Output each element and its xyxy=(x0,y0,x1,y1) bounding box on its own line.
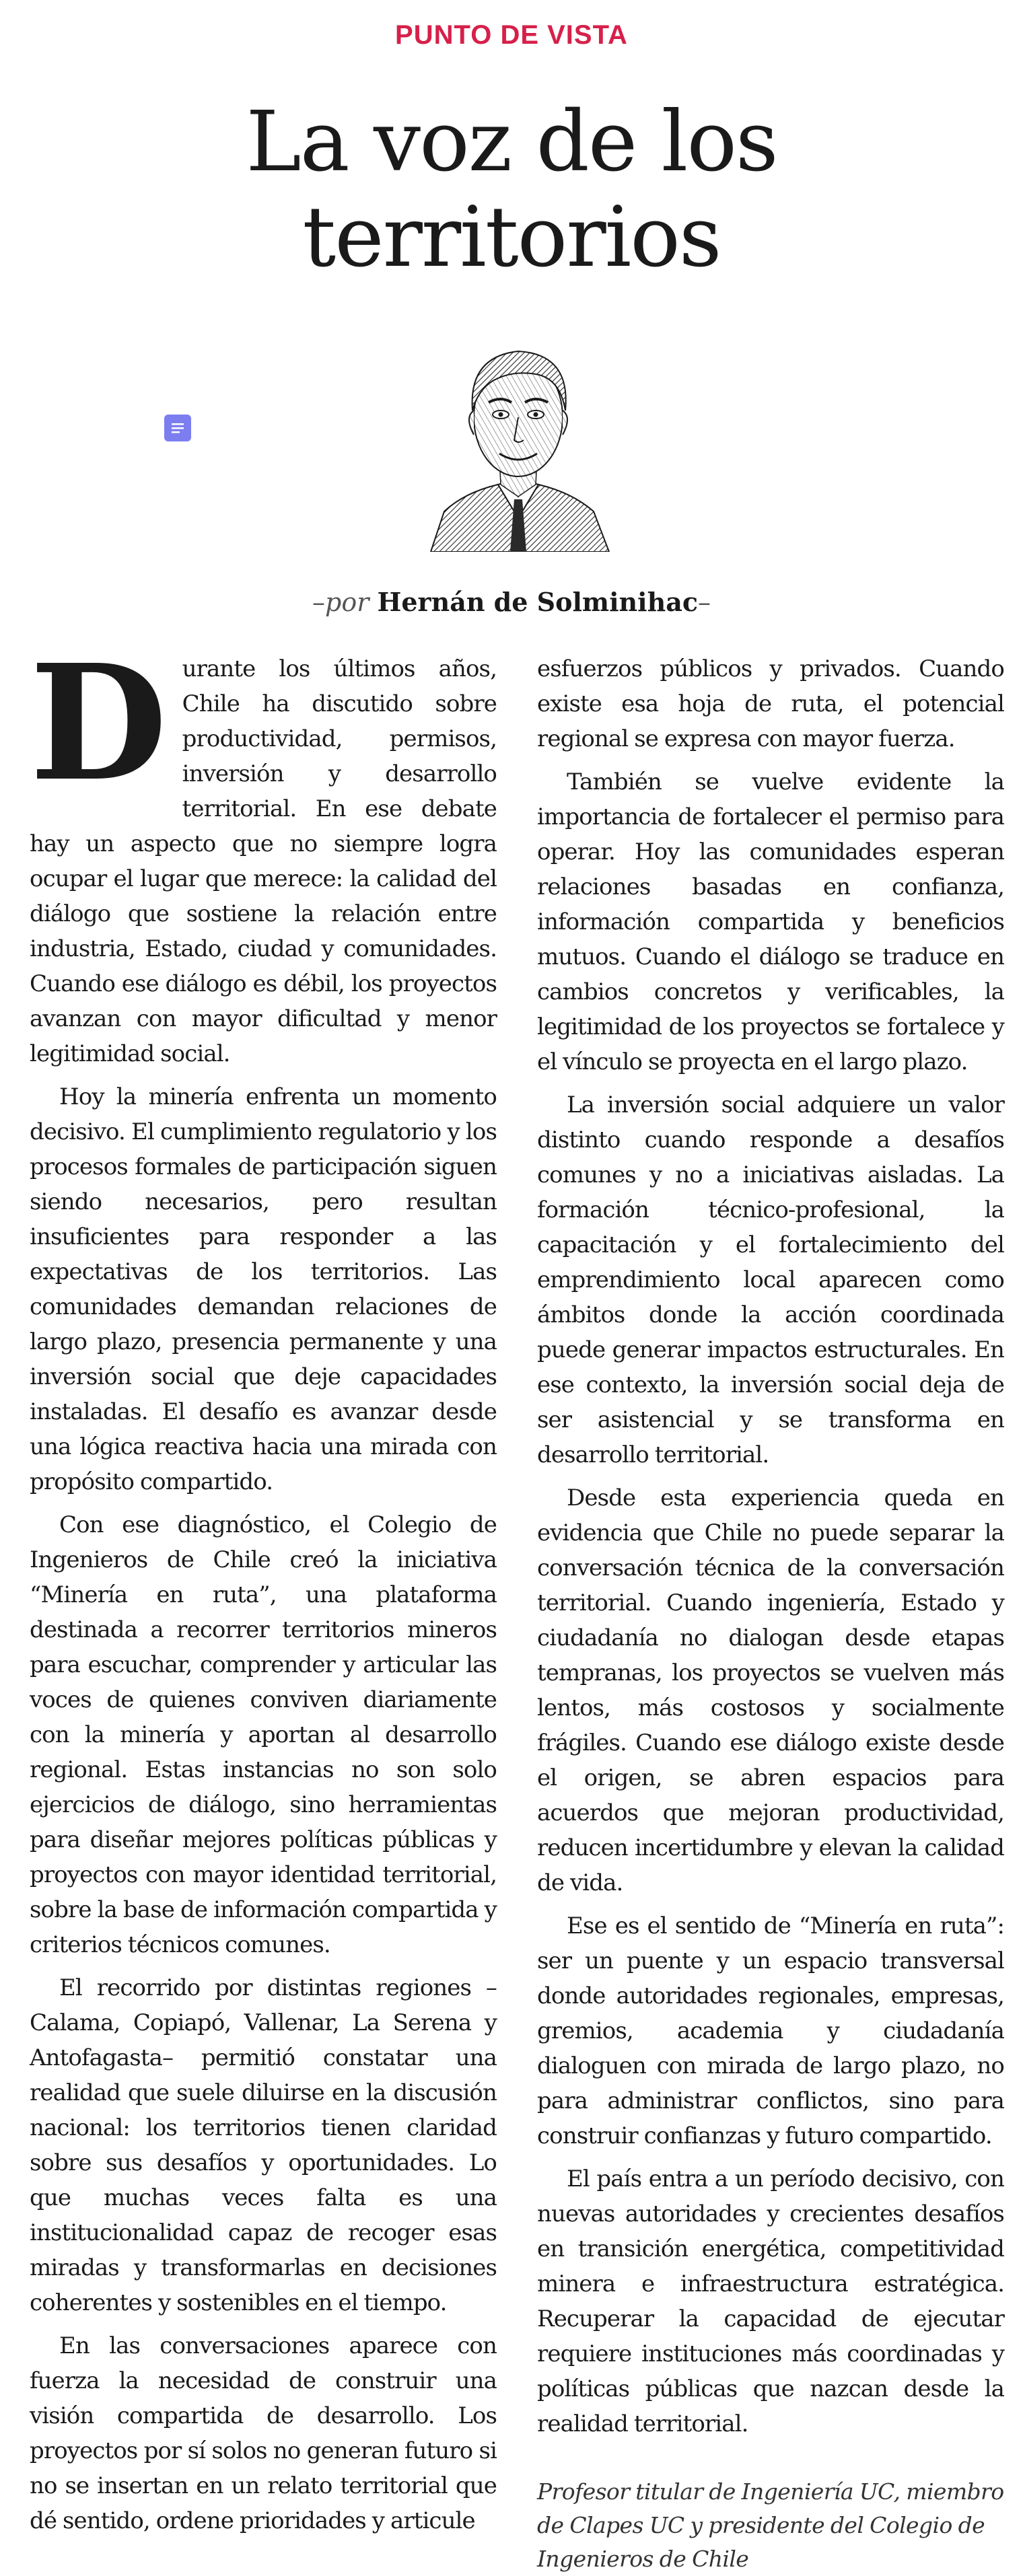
author-portrait xyxy=(417,316,619,552)
article-paragraph-4: El recorrido por distintas regiones –Calama, Copiapó, Vallenar, La Serena y Antofagasta– permitió constatar una realidad que suele diluirse en la discusión nacional: los territorios tienen claridad sobre sus desafíos y oportunidades. Lo que muchas veces falta es una institucionalidad capaz de recoger esas miradas y transformarlas en decisiones coherentes y sostenibles en el tiempo. xyxy=(30,1974,497,2316)
note-icon-glyph xyxy=(164,415,191,441)
byline xyxy=(0,587,1023,617)
headline-line-1: La voz de los xyxy=(246,94,777,190)
article-paragraph-2: Hoy la minería enfrenta un momento decisivo. El cumplimiento regulatorio y los procesos formales de participación siguen siendo necesarios, pero resultan insuficientes para responder a las expectativas de los territorios. Las comunidades demandan relaciones de largo plazo, presencia permanente y una inversión social que deje capacidades instaladas. El desafío es avanzar desde una lógica reactiva hacia una mirada con propósito compartido. xyxy=(30,1083,497,1495)
article-paragraph-5-continued: esfuerzos públicos y privados. Cuando existe esa hoja de ruta, el potencial regional se expresa con mayor fuerza. xyxy=(537,655,1004,752)
byline-author: Hernán de Solminihac xyxy=(377,587,698,617)
author-portrait-illustration xyxy=(417,316,619,552)
article-paragraph-6: También se vuelve evidente la importancia de fortalecer el permiso para operar. Hoy las comunidades esperan relaciones basadas en confianza, información compartida y beneficios mutuos. Cuando el diálogo se traduce en cambios concretos y verificables, la legitimidad de los proyectos se fortalece y el vínculo se proyecta en el largo plazo. xyxy=(537,768,1004,1075)
section-label: PUNTO DE VISTA xyxy=(395,20,628,50)
article-column-1 xyxy=(30,629,497,2576)
byline-dash-open: – xyxy=(312,587,325,617)
headline xyxy=(0,94,1023,285)
article-paragraph-10: El país entra a un período decisivo, con nuevas autoridades y crecientes desafíos en transición energética, competitividad minera e infraestructura estratégica. Recuperar la capacidad de ejecutar requiere instituciones más coordinadas y políticas públicas que nazcan desde la realidad territorial. xyxy=(537,2166,1004,2437)
article-paragraph-1-text: urante los últimos años, Chile ha discutido sobre productividad, permisos, inversión y desarrollo territorial. En ese debate hay un aspecto que no siempre logra ocupar el lugar que merece: la calidad del diálogo que sostiene la relación entre industria, Estado, ciudad y comunidades. Cuando ese diálogo es débil, los proyectos avanzan con mayor dificultad y menor legitimidad social. xyxy=(30,655,497,1067)
article-paragraph-8: Desde esta experiencia queda en evidencia que Chile no puede separar la conversación técnica de la conversación territorial. Cuando ingeniería, Estado y ciudadanía no dialogan desde etapas tempranas, los proyectos se vuelven más lentos, más costosos y socialmente frágiles. Cuando ese diálogo existe desde el origen, se abren espacios para acuerdos que mejoran productividad, reducen incertidumbre y elevan la calidad de vida. xyxy=(537,1484,1004,1896)
article-column-2 xyxy=(537,651,1004,2576)
author-credit: Profesor titular de Ingeniería UC, miembro de Clapes UC y presidente del Colegio de Ingenieros de Chile xyxy=(537,2478,1004,2572)
article-paragraph-3: Con ese diagnóstico, el Colegio de Ingenieros de Chile creó la iniciativa “Minería en ruta”, una plataforma destinada a recorrer territorios mineros para escuchar, comprender y articular las voces de quienes conviven diariamente con la minería y aportan al desarrollo regional. Estas instancias no son solo ejercicios de diálogo, sino herramientas para diseñar mejores políticas públicas y proyectos con mayor identidad territorial, sobre la base de información compartida y criterios técnicos comunes. xyxy=(30,1511,497,1958)
headline-line-2: territorios xyxy=(302,189,721,286)
article-paragraph-7: La inversión social adquiere un valor distinto cuando responde a desafíos comunes y no a iniciativas aisladas. La formación técnico-profesional, la capacitación y el fortalecimiento del emprendimiento local aparecen como ámbitos donde la acción coordinada puede generar impactos estructurales. En ese contexto, la inversión social deja de ser asistencial y se transforma en desarrollo territorial. xyxy=(537,1092,1004,1468)
article-paragraph-5: En las conversaciones aparece con fuerza la necesidad de construir una visión compartida de desarrollo. Los proyectos por sí solos no generan futuro si no se insertan en un relato territorial que dé sentido, ordene prioridades y articule xyxy=(30,2332,497,2534)
article-paragraph-9: Ese es el sentido de “Minería en ruta”: ser un puente y un espacio transversal donde autoridades regionales, empresas, gremios, academia y ciudadanía dialoguen con mirada de largo plazo, no para administrar conflictos, sino para construir confianzas y futuro compartido. xyxy=(537,1912,1004,2149)
byline-prefix: por xyxy=(325,587,369,617)
drop-cap: D xyxy=(30,629,168,816)
article-body xyxy=(30,629,1004,2576)
article-paragraph-1 xyxy=(30,629,497,1071)
note-icon[interactable] xyxy=(164,415,191,441)
byline-dash-close: – xyxy=(697,587,711,617)
